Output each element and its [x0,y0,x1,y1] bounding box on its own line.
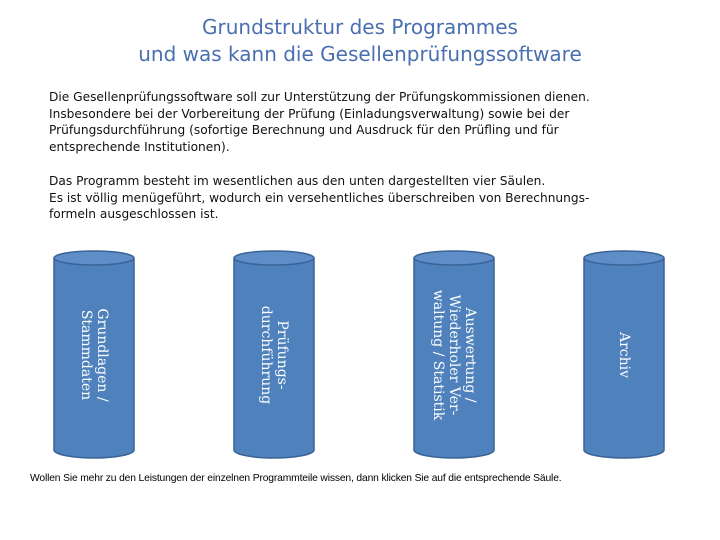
intro-line: entsprechende Institutionen). [49,139,230,154]
column-label [616,332,632,378]
column-label-line: Archiv [616,331,632,379]
footer-hint: Wollen Sie mehr zu den Leistungen der einzelnen Programmteile wissen, dann klicken Sie auf die entsprechende Säule. [30,473,562,484]
column-label-line: Wiederholer Ver- [446,294,462,416]
intro-line: Die Gesellenprüfungssoftware soll zur Unterstützung der Prüfungskommissionen dienen. [49,90,590,104]
column-label [430,290,478,420]
column-label-line: Auswertung / [462,307,478,403]
title-line-1: Grundstruktur des Programmes [202,15,518,39]
column-auswertung-statistik[interactable] [412,250,496,460]
column-label-line: durchführung [258,305,274,405]
intro-line: Insbesondere bei der Vorbereitung der Prüfung (Einladungsverwaltung) sowie bei der [49,106,570,121]
title-line-2: und was kann die Gesellenprüfungssoftware [138,42,582,66]
column-label-line: waltung / Statistik [430,289,446,421]
intro-paragraph [49,89,689,155]
page-title [0,14,720,68]
column-label [78,308,110,401]
column-label-line: Grundlagen / [94,308,110,402]
column-pruefungsdurchfuehrung[interactable] [232,250,316,460]
column-label [258,306,290,404]
column-archiv[interactable] [582,250,666,460]
structure-line: Es ist völlig menügeführt, wodurch ein versehentliches überschreiben von Berechnungs- [49,190,590,205]
column-label-line: Prüfungs- [274,320,290,390]
intro-line: Prüfungsdurchführung (sofortige Berechnung und Ausdruck für den Prüfling und für [49,123,559,137]
structure-paragraph [49,173,689,223]
structure-line: formeln ausgeschlossen ist. [49,207,219,221]
column-label-line: Stammdaten [78,309,94,401]
column-grundlagen-stammdaten[interactable] [52,250,136,460]
structure-line: Das Programm besteht im wesentlichen aus den unten dargestellten vier Säulen. [49,174,546,188]
